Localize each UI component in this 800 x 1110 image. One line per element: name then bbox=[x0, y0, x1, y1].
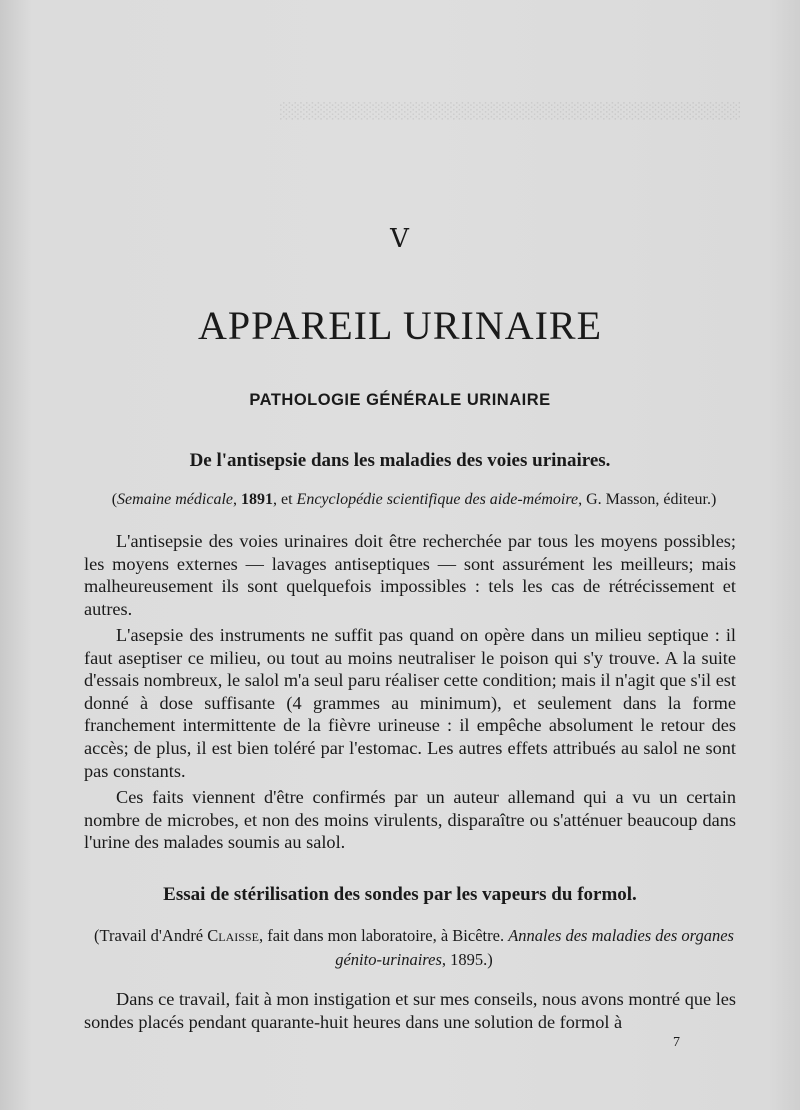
reference-citation-2 bbox=[84, 924, 744, 972]
ref2-middle: , fait dans mon laboratoire, à Bicêtre. bbox=[258, 926, 509, 945]
reference-citation-1 bbox=[84, 488, 744, 512]
ref2-suffix: , 1895.) bbox=[441, 950, 493, 969]
page-subtitle: PATHOLOGIE GÉNÉRALE URINAIRE bbox=[249, 391, 551, 409]
ref-journal-1: Semaine médicale bbox=[117, 491, 233, 508]
paragraph-3: Ces faits viennent d'être confirmés par un auteur allemand qui a vu un certain nombre de microbes, et non des moins virulents, disparaître ou s'atténuer beaucoup dans l'urine des malades soumis au salol. bbox=[84, 787, 736, 853]
ref2-journal: Annales des maladies des organes génito-urinaires bbox=[335, 926, 734, 969]
chapter-number: V bbox=[390, 224, 410, 254]
page-number: 7 bbox=[673, 1035, 680, 1050]
paragraph-2: L'asepsie des instruments ne suffit pas quand on opère dans un milieu septique : il faut aseptiser ce milieu, ou tout au moins neutraliser le poison qui s'y trouve. A la suite d'essais nombreux, le salol m'a seul paru réaliser cette condition; mais il n'agit que s'il est donné à dose suffisante (4 grammes au minimum), et seulement dans la forme franchement intermittente de la fièvre urineuse : il empêche absolument le retour des accès; de plus, il est bien toléré par l'estomac. Les autres effets attribués au salol ne sont pas constants. bbox=[84, 625, 736, 781]
paragraph-1: L'antisepsie des voies urinaires doit être recherchée par tous les moyens possibles; les moyens externes — lavages antiseptiques — sont assurément les meilleurs; mais malheureusement ils sont quelquefois impossibles : tels les cas de rétrécissement et autres. bbox=[84, 531, 736, 619]
ref-year-1: 1891 bbox=[241, 491, 273, 508]
page-title: APPAREIL URINAIRE bbox=[197, 303, 603, 348]
ref-open: ( bbox=[111, 491, 118, 508]
section-heading-sterilisation: Essai de stérilisation des sondes par les vapeurs du formol. bbox=[163, 884, 637, 905]
ref-sep-2: , et bbox=[273, 491, 297, 508]
ref-publisher: , G. Masson, éditeur.) bbox=[578, 491, 717, 508]
ref-sep-1: , bbox=[233, 491, 241, 508]
paragraph-4: Dans ce travail, fait à mon instigation et sur mes conseils, nous avons montré que les sondes placés pendant quarante-huit heures dans une solution de formol à bbox=[84, 989, 736, 1032]
section-heading-antisepsie: De l'antisepsie dans les maladies des voies urinaires. bbox=[189, 450, 611, 471]
ref2-prefix: (Travail d'André bbox=[94, 926, 208, 945]
ref-journal-2: Encyclopédie scientifique des aide-mémoire bbox=[296, 491, 579, 508]
ref2-author: Claisse bbox=[207, 926, 259, 945]
show-through-texture: ░░░░░░░░░░░░░░░░░░░░░░░░░░░░░░░░░░░░░░░░ bbox=[278, 102, 740, 120]
